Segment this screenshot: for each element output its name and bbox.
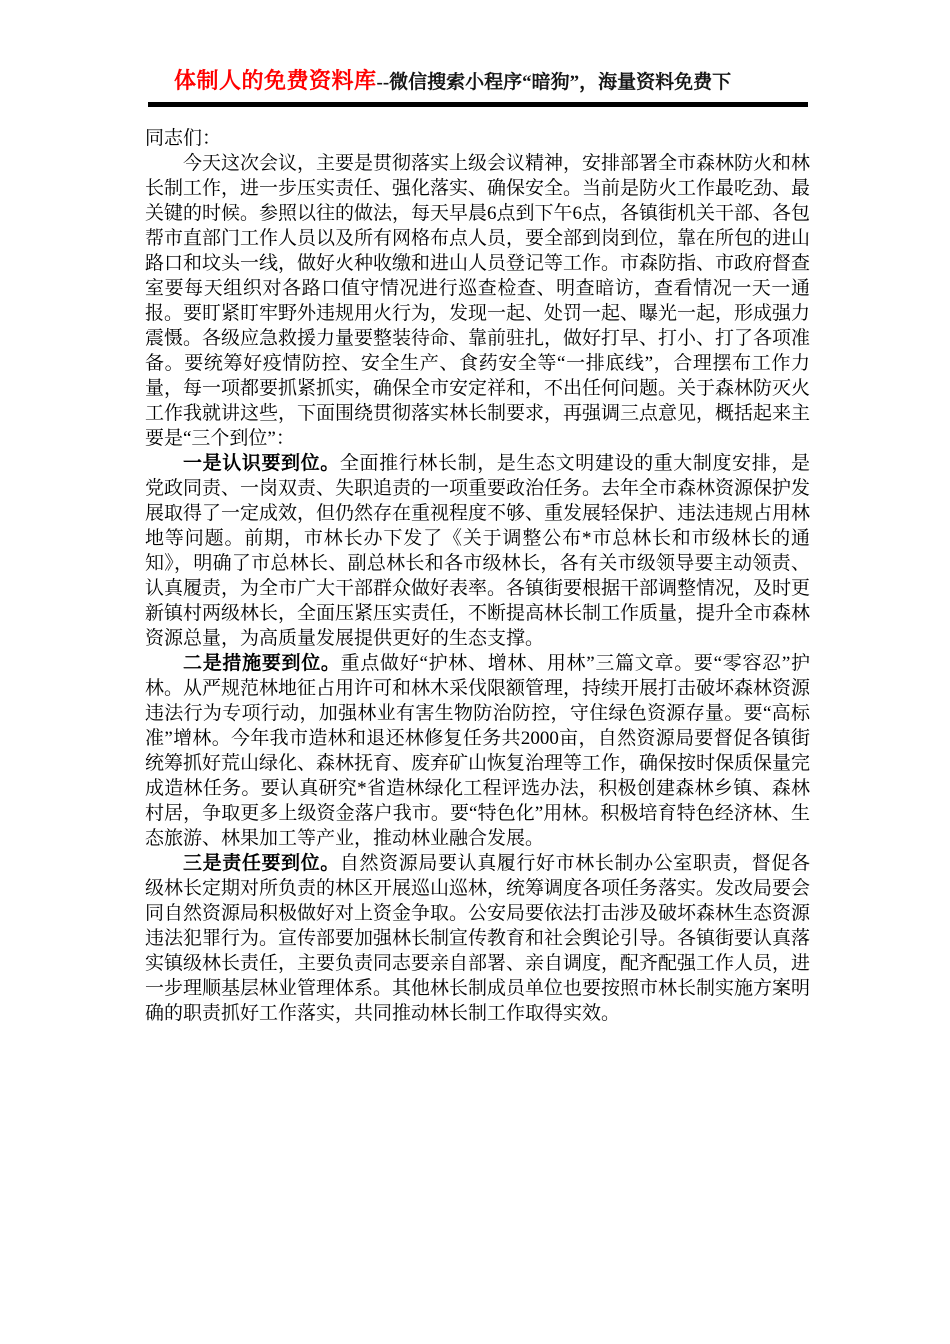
- brand-title: 体制人的免费资料库: [174, 68, 377, 93]
- document-content: [145, 126, 810, 1026]
- salutation: 同志们：: [145, 128, 222, 149]
- header-text-line: [148, 64, 808, 95]
- paragraph-lead: 一是认识要到位。: [183, 453, 340, 474]
- paragraph-lead: 三是责任要到位。: [183, 853, 340, 874]
- paragraph-opening: [145, 151, 810, 451]
- paragraph-point-2: [145, 651, 810, 851]
- paragraph-point-1: [145, 451, 810, 651]
- paragraph-text: 重点做好“护林、增林、用林”三篇文章。要“零容忍”护林。从严规范林地征占用许可和林木采伐限额管理，持续开展打击破坏森林资源违法行为专项行动，加强林业有害生物防治防控，守住绿色资源存量。要“高标准”增林。今年我市造林和退还林修复任务共2000亩，自然资源局要督促各镇街统筹抓好荒山绿化、森林抚育、废弃矿山恢复治理等工作，确保按时保质保量完成造林任务。要认真研究*省造林绿化工程评选办法，积极创建森林乡镇、森林村居，争取更多上级资金落户我市。要“特色化”用林。积极培育特色经济林、生态旅游、林果加工等产业，推动林业融合发展。: [145, 653, 811, 849]
- brand-tagline: --微信搜索小程序“暗狗”，海量资料免费下: [376, 72, 732, 93]
- paragraph-text: 自然资源局要认真履行好市林长制办公室职责，督促各级林长定期对所负责的林区开展巡山巡林，统筹调度各项任务落实。发改局要会同自然资源局积极做好对上资金争取。公安局要依法打击涉及破坏森林生态资源违法犯罪行为。宣传部要加强林长制宣传教育和社会舆论引导。各镇街要认真落实镇级林长责任，主要负责同志要亲自部署、亲自调度，配齐配强工作人员，进一步理顺基层林业管理体系。其他林长制成员单位也要按照市林长制实施方案明确的职责抓好工作落实，共同推动林长制工作取得实效。: [145, 853, 811, 1024]
- paragraph-point-3: [145, 851, 810, 1026]
- paragraph-lead: 二是措施要到位。: [183, 653, 341, 674]
- header-banner: [148, 64, 808, 107]
- paragraph-text: 全面推行林长制，是生态文明建设的重大制度安排，是党政同责、一岗双责、失职追责的一项重要政治任务。去年全市森林资源保护发展取得了一定成效，但仍然存在重视程度不够、重发展轻保护、违法违规占用林地等问题。前期，市林长办下发了《关于调整公布*市总林长和市级林长的通知》，明确了市总林长、副总林长和各市级林长，各有关市级领导要主动领责、认真履责，为全市广大干部群众做好表率。各镇街要根据干部调整情况，及时更新镇村两级林长，全面压紧压实责任，不断提高林长制工作质量，提升全市森林资源总量，为高质量发展提供更好的生态支撑。: [145, 453, 811, 649]
- paragraph-text: 今天这次会议，主要是贯彻落实上级会议精神，安排部署全市森林防火和林长制工作，进一步压实责任、强化落实、确保安全。当前是防火工作最吃劲、最关键的时候。参照以往的做法，每天早晨6点到下午6点，各镇街机关干部、各包帮市直部门工作人员以及所有网格布点人员，要全部到岗到位，靠在所包的进山路口和坟头一线，做好火种收缴和进山人员登记等工作。市森防指、市政府督查室要每天组织对各路口值守情况进行巡查检查、明查暗访，查看情况一天一通报。要盯紧盯牢野外违规用火行为，发现一起、处罚一起、曝光一起，形成强力震慑。各级应急救援力量要整装待命、靠前驻扎，做好打早、打小、打了各项准备。要统筹好疫情防控、安全生产、食药安全等“一排底线”，合理摆布工作力量，每一项都要抓紧抓实，确保全市安定祥和，不出任何问题。关于森林防灭火工作我就讲这些，下面围绕贯彻落实林长制要求，再强调三点意见，概括起来主要是“三个到位”：: [145, 153, 811, 449]
